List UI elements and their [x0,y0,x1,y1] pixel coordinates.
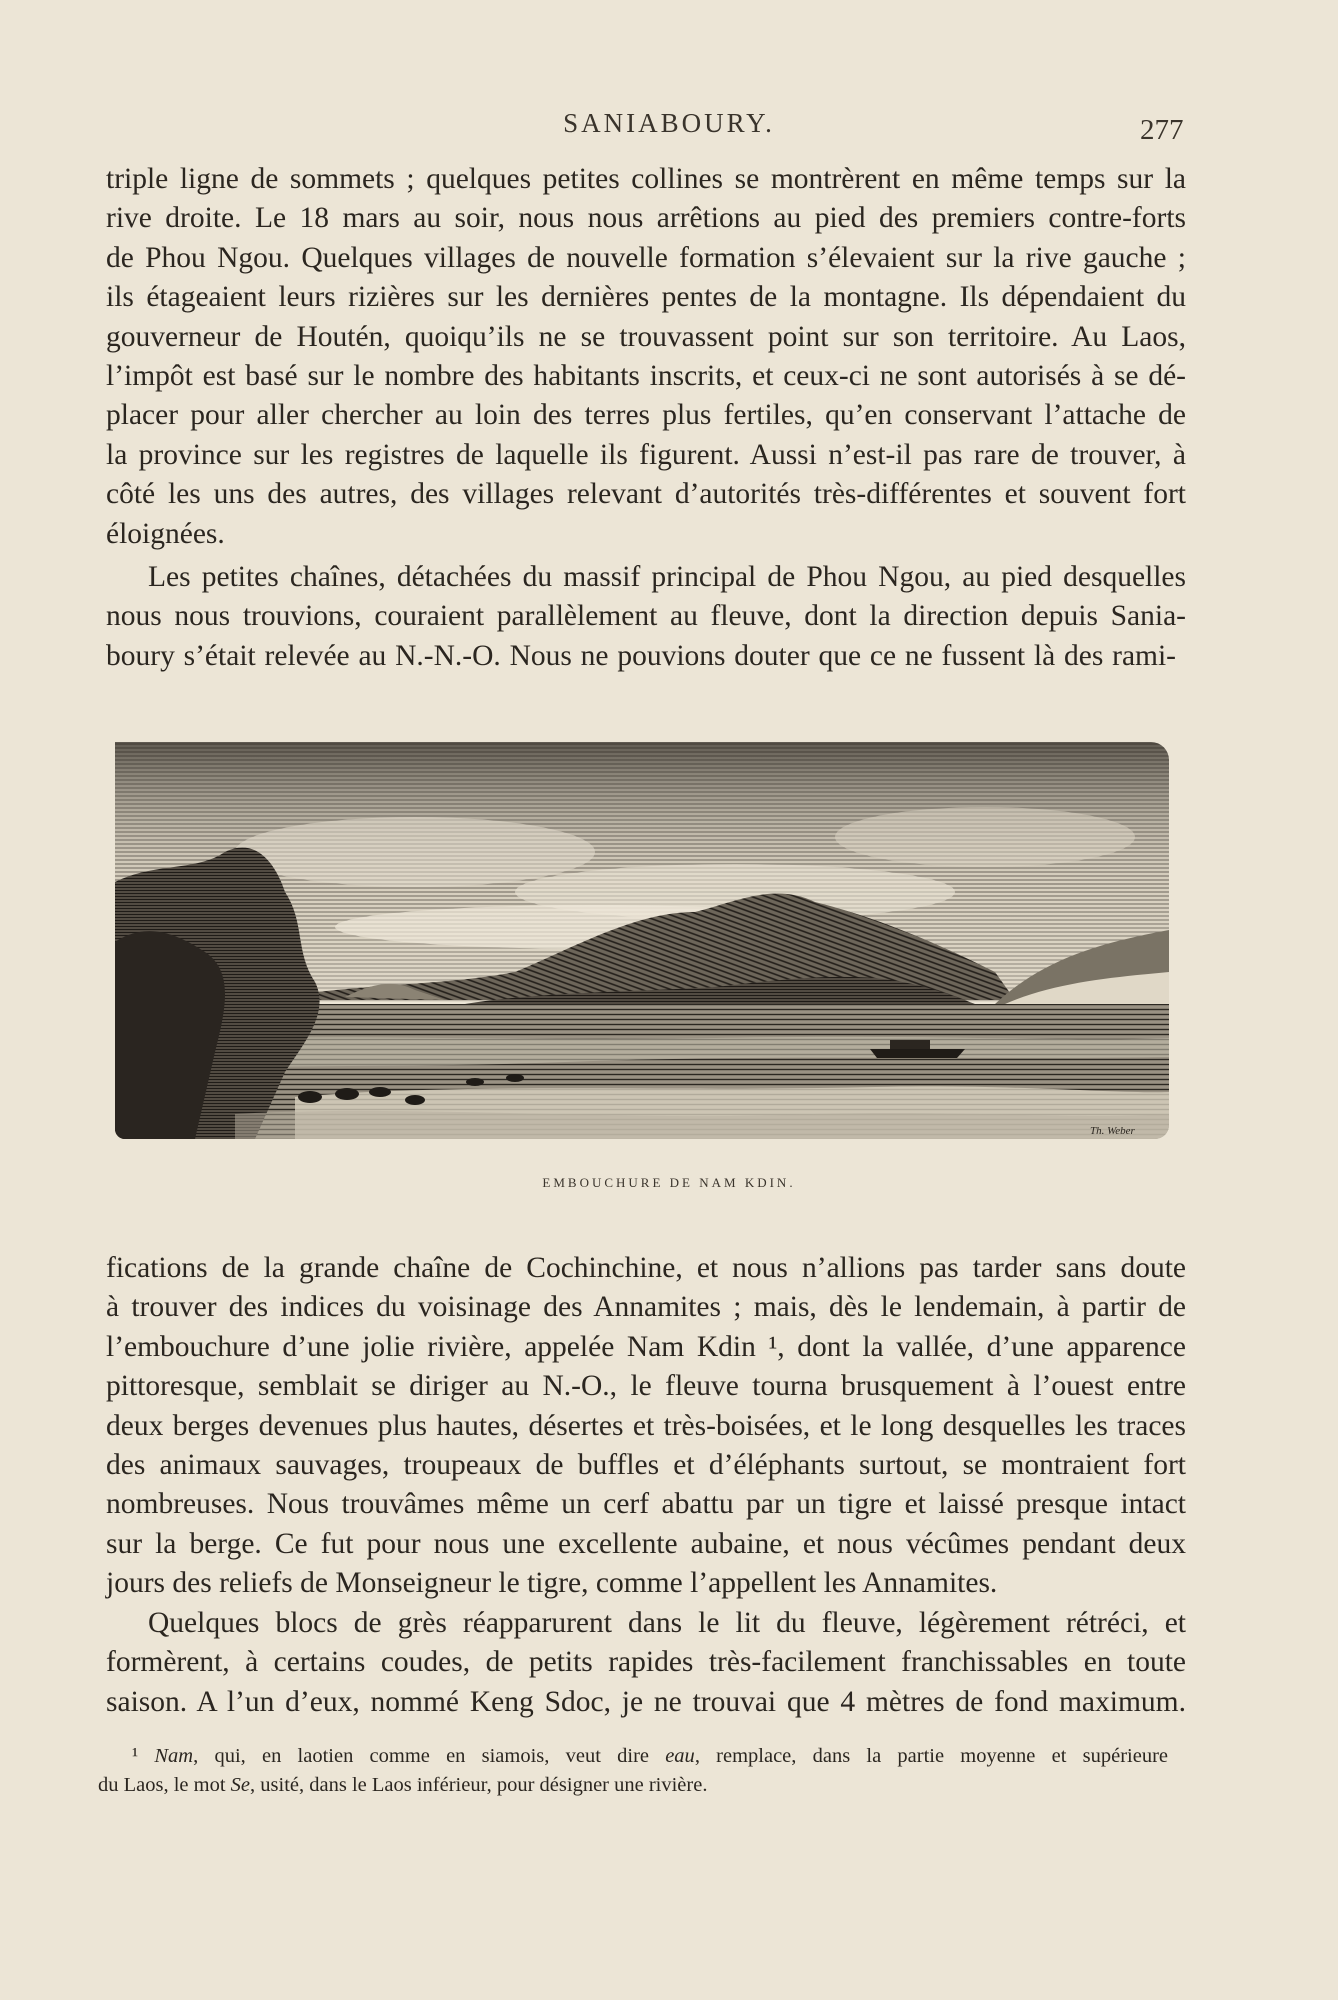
text-line: boury s’était relevée au N.-N.-O. Nous ne pouvions douter que ce ne fussent là des rami- [106,639,1176,672]
paragraph-4 [106,1604,1186,1722]
text-line: rive droite. Le 18 mars au soir, nous nous arrêtions au pied des premiers contre-forts [106,202,1186,235]
paragraph-2 [106,558,1186,676]
text-line: sur la berge. Ce fut pour nous une excellente aubaine, et nous vécûmes pendant deux [106,1527,1186,1560]
illustration-caption: EMBOUCHURE DE NAM KDIN. [542,1175,796,1190]
footnote-term: Nam [154,1745,194,1767]
engraver-signature: Th. Weber [1090,1125,1135,1137]
text-line: Quelques blocs de grès réapparurent dans le lit du fleuve, légèrement rétréci, et [148,1607,1186,1639]
footnote-line [98,1742,1168,1771]
paragraph-3 [106,1249,1186,1604]
engraving-illustration [115,742,1169,1139]
footnote-text: du Laos, le mot [98,1774,231,1796]
footnote-text: , usité, dans le Laos inférieur, pour désigner une rivière. [250,1774,708,1796]
text-line: de Phou Ngou. Quelques villages de nouvelle formation s’élevaient sur la rive gauche ; [106,241,1186,274]
running-title: SANIABOURY. [563,108,775,138]
text-line: l’embouchure d’une jolie rivière, appelée Nam Kdin ¹, dont la vallée, d’une apparence [106,1330,1186,1363]
text-line: saison. A l’un d’eux, nommé Keng Sdoc, je ne trouvai que 4 mètres de fond maximum. [106,1685,1186,1718]
text-line: Les petites chaînes, détachées du massif principal de Phou Ngou, au pied desquelles [148,561,1186,593]
text-line: deux berges devenues plus hautes, désertes et très-boisées, et le long desquelles les traces [106,1409,1186,1442]
text-line: ils étageaient leurs rizières sur les dernières pentes de la montagne. Ils dépendaient du [106,281,1186,314]
text-line: nombreuses. Nous trouvâmes même un cerf abattu par un tigre et laissé presque intact [106,1488,1186,1521]
footnote-line [98,1771,1168,1800]
text-line: formèrent, à certains coudes, de petits rapides très-facilement franchissables en toute [106,1646,1186,1679]
text-line: fications de la grande chaîne de Cochinchine, et nous n’allions pas tarder sans doute [106,1252,1186,1284]
footnote-term: Se [230,1774,251,1796]
text-line: côté les uns des autres, des villages relevant d’autorités très-différentes et souvent fort [106,478,1186,511]
text-line: à trouver des indices du voisinage des Annamites ; mais, dès le lendemain, à partir de [106,1291,1186,1324]
text-line: la province sur les registres de laquelle ils figurent. Aussi n’est-il pas rare de trouver, à [106,438,1186,471]
text-line: l’impôt est basé sur le nombre des habitants inscrits, et ceux-ci ne sont autorisés à se dé- [106,360,1186,393]
page-number: 277 [1140,114,1184,146]
footnote-term: eau [665,1745,695,1767]
text-line: placer pour aller chercher au loin des terres plus fertiles, qu’en conservant l’attache de [106,399,1186,432]
text-line: gouverneur de Houtén, quoiqu’ils ne se trouvassent point sur son territoire. Au Laos, [106,320,1186,353]
text-line: jours des reliefs de Monseigneur le tigre, comme l’appellent les Annamites. [106,1567,998,1600]
footnote-text: , qui, en laotien comme en siamois, veut dire [193,1745,666,1767]
text-line: triple ligne de sommets ; quelques petites collines se montrèrent en même temps sur la [106,163,1186,195]
footnote-marker: ¹ [132,1745,139,1767]
text-line: pittoresque, semblait se diriger au N.-O., le fleuve tourna brusquement à l’ouest entre [106,1370,1186,1403]
paragraph-1 [106,160,1186,554]
footnote-text: , remplace, dans la partie moyenne et supérieure [694,1745,1168,1767]
text-line: éloignées. [106,517,225,550]
text-line: nous nous trouvions, couraient parallèlement au fleuve, dont la direction depuis Sania- [106,600,1186,633]
text-line: des animaux sauvages, troupeaux de buffles et d’éléphants surtout, se montraient fort [106,1449,1186,1482]
footnote [98,1742,1168,1800]
river-landscape-engraving [115,742,1169,1139]
